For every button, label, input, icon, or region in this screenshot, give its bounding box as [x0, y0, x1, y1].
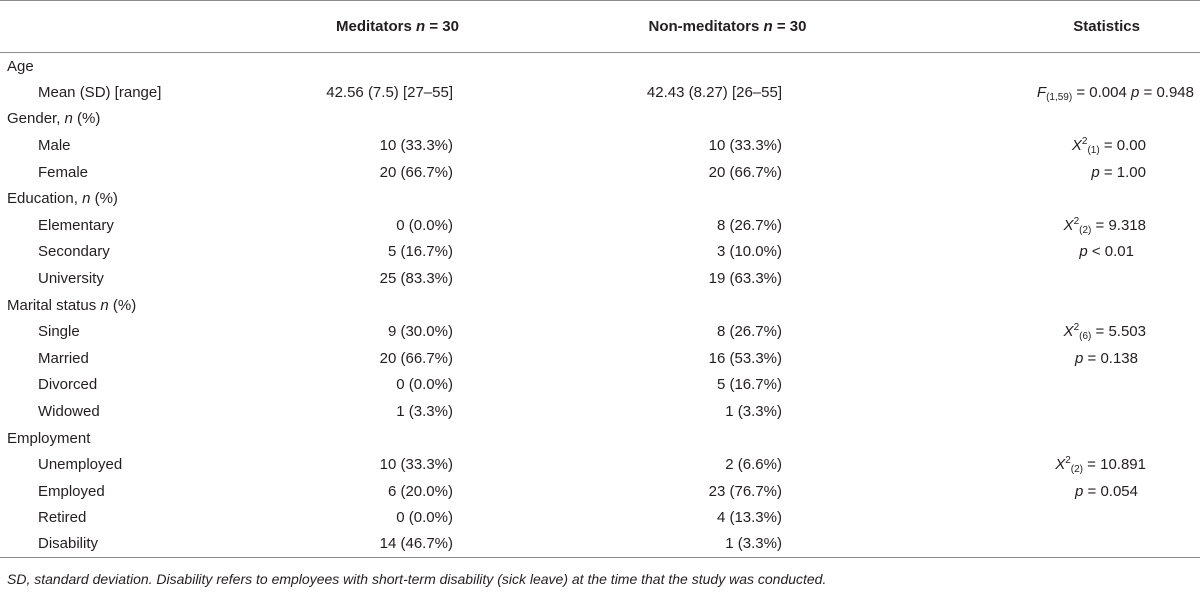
non-meditators-value: 16 (53.3%) [708, 349, 782, 367]
non-meditators-value: 10 (33.3%) [708, 137, 782, 155]
non-meditators-value: 4 (13.3%) [716, 509, 782, 527]
employment-p-value: p = 0.054 [1075, 482, 1138, 500]
row-label: Secondary [38, 243, 110, 261]
row-label: Disability [0, 531, 230, 558]
header-row [0, 1, 1200, 53]
meditators-value: 1 (3.3%) [396, 403, 453, 421]
table-row [0, 79, 1200, 106]
table-row [0, 239, 1200, 266]
table-row [0, 318, 1200, 345]
row-label: Elementary [38, 216, 114, 234]
section-row-education [0, 185, 1200, 212]
table-row [0, 505, 1200, 532]
table-row [0, 398, 1200, 425]
non-meditators-value: 8 (26.7%) [716, 323, 782, 341]
table-row [0, 212, 1200, 239]
marital-p-value: p = 0.138 [1075, 349, 1138, 367]
row-label: Retired [38, 509, 87, 527]
row-label: Female [38, 163, 89, 181]
row-label: Married [38, 349, 89, 367]
table-row [0, 372, 1200, 399]
header-statistics: Statistics [890, 1, 1200, 53]
non-meditators-value: 42.43 (8.27) [26–55] [646, 83, 782, 101]
employment-statistic: $X^2_{(2)} = 10.891$ [1055, 455, 1146, 476]
education-p-value: p < 0.01 [1079, 243, 1134, 261]
header-meditators: Meditators n = 30 [230, 1, 565, 53]
row-label: Unemployed [38, 456, 123, 474]
meditators-value: 14 (46.7%) [230, 531, 565, 558]
meditators-value: 0 (0.0%) [396, 509, 453, 527]
non-meditators-value: 1 (3.3%) [725, 403, 782, 421]
non-meditators-value: 3 (10.0%) [716, 243, 782, 261]
meditators-value: 10 (33.3%) [379, 456, 453, 474]
meditators-value: 6 (20.0%) [387, 482, 453, 500]
section-row-employment [0, 425, 1200, 452]
gender-statistic: $X^2_{(1)} = 0.00$ [1071, 136, 1146, 157]
section-row-marital [0, 292, 1200, 319]
section-label-employment: Employment [7, 429, 91, 447]
non-meditators-value: 2 (6.6%) [725, 456, 782, 474]
table-footnote: SD, standard deviation. Disability refers to employees with short-term disability (sick leave) at the time that the study was conducted. [7, 571, 827, 587]
row-label: Widowed [38, 403, 100, 421]
row-label: University [38, 270, 104, 288]
non-meditators-value: 1 (3.3%) [565, 531, 890, 558]
row-label: Mean (SD) [range] [38, 83, 162, 101]
meditators-value: 5 (16.7%) [387, 243, 453, 261]
row-label: Employed [38, 482, 105, 500]
section-label-gender: Gender, n (%) [7, 110, 101, 128]
table-row [0, 531, 1200, 558]
header-non-meditators: Non-meditators n = 30 [565, 1, 890, 53]
meditators-value: 20 (66.7%) [379, 349, 453, 367]
meditators-value: 20 (66.7%) [379, 163, 453, 181]
gender-p-value: p = 1.00 [1091, 163, 1146, 181]
table-row [0, 265, 1200, 292]
section-label-marital: Marital status n (%) [7, 296, 137, 314]
non-meditators-value: 8 (26.7%) [716, 216, 782, 234]
non-meditators-value: 23 (76.7%) [708, 482, 782, 500]
meditators-value: 0 (0.0%) [396, 216, 453, 234]
meditators-value: 10 (33.3%) [379, 137, 453, 155]
table-row [0, 345, 1200, 372]
non-meditators-value: 20 (66.7%) [708, 163, 782, 181]
row-label: Male [38, 137, 71, 155]
education-statistic: $X^2_{(2)} = 9.318$ [1063, 215, 1146, 236]
section-label-education: Education, n (%) [7, 190, 118, 208]
meditators-value: 0 (0.0%) [396, 376, 453, 394]
section-row-age [0, 53, 1200, 80]
age-statistic: $F_{(1,59)} = 0.004$ p = 0.948 [1036, 83, 1194, 103]
meditators-value: 25 (83.3%) [379, 270, 453, 288]
table-row [0, 159, 1200, 186]
table-row [0, 478, 1200, 505]
meditators-value: 42.56 (7.5) [27–55] [326, 83, 453, 101]
header-empty [0, 1, 230, 53]
meditators-value: 9 (30.0%) [387, 323, 453, 341]
non-meditators-value: 19 (63.3%) [708, 270, 782, 288]
non-meditators-value: 5 (16.7%) [716, 376, 782, 394]
section-row-gender [0, 106, 1200, 133]
row-label: Single [38, 323, 80, 341]
table-row [0, 132, 1200, 159]
row-label: Divorced [38, 376, 98, 394]
marital-statistic: $X^2_{(6)} = 5.503$ [1063, 322, 1146, 343]
section-label-age: Age [7, 57, 34, 75]
table-row [0, 451, 1200, 478]
